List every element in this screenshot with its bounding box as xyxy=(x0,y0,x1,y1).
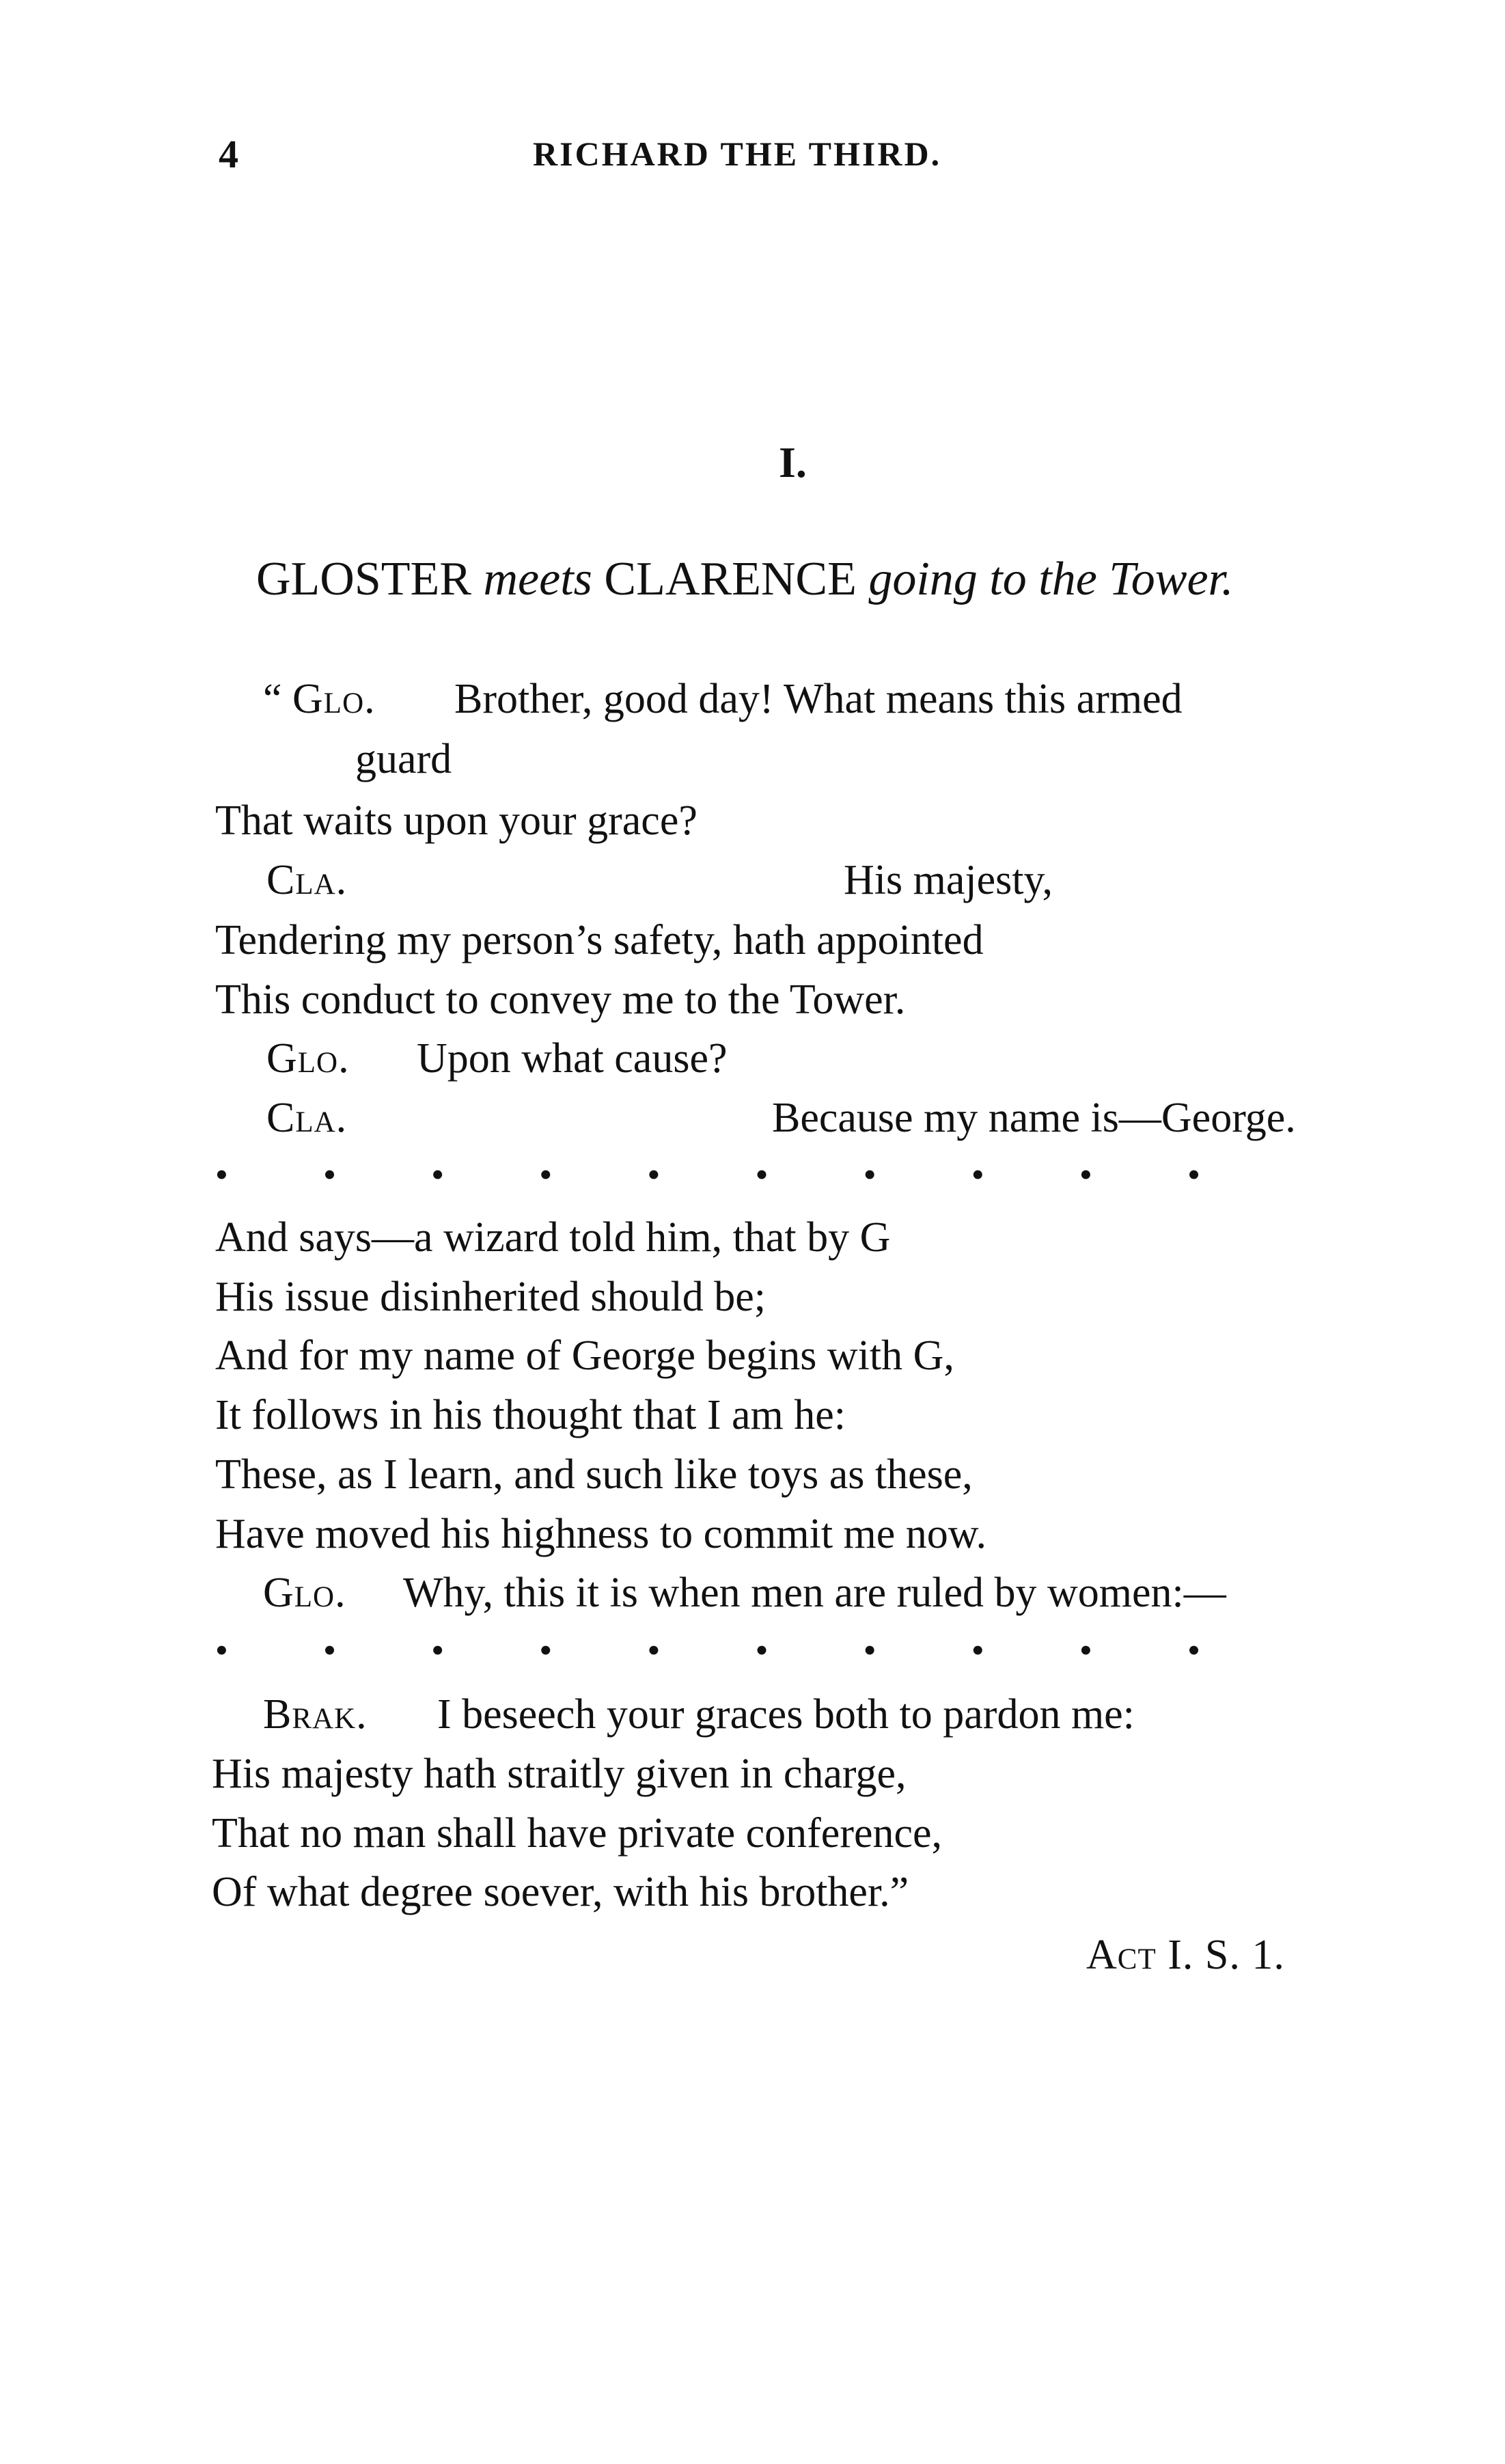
verse-line: It follows in his thought that I am he: xyxy=(215,1392,846,1438)
ellipsis-dot: • xyxy=(432,1157,444,1193)
ellipsis-dot: • xyxy=(648,1157,660,1193)
ellipsis-dot: • xyxy=(1080,1157,1092,1193)
section-heading xyxy=(256,552,1234,607)
section-number: I. xyxy=(779,438,807,487)
verse-line-text: Upon what cause? xyxy=(417,1035,728,1082)
speaker-brak: Brak. xyxy=(263,1691,368,1738)
page-number: 4 xyxy=(219,132,238,176)
verse-line: These, as I learn, and such like toys as these, xyxy=(215,1451,973,1498)
speaker-glo: Glo. xyxy=(263,1570,346,1616)
verse-line: Have moved his highness to commit me now. xyxy=(215,1511,987,1557)
ellipsis-dot: • xyxy=(324,1157,335,1193)
verse-line-text: Because my name is—George. xyxy=(772,1095,1296,1141)
running-head: RICHARD THE THIRD. xyxy=(533,135,942,173)
ellipsis-dot: • xyxy=(756,1632,768,1669)
ellipsis-dot: • xyxy=(971,1632,984,1669)
ellipsis-row xyxy=(216,1632,1200,1669)
ellipsis-dot: • xyxy=(864,1157,876,1193)
ellipsis-dot: • xyxy=(864,1632,876,1669)
ellipsis-row xyxy=(216,1156,1200,1194)
ellipsis-dot: • xyxy=(324,1632,335,1669)
verse-line xyxy=(263,678,376,720)
verse-line: This conduct to convey me to the Tower. xyxy=(215,976,906,1023)
verse-line-text: Why, this it is when men are ruled by women:— xyxy=(403,1570,1226,1616)
verse-line-text: I beseech your graces both to pardon me: xyxy=(437,1691,1135,1738)
verse-line-text: Brother, good day! What means this armed xyxy=(454,676,1183,722)
page-header xyxy=(219,131,1066,193)
act-reference-text: Act I. S. 1. xyxy=(1086,1932,1285,1978)
speaker-glo: Glo. xyxy=(292,676,376,722)
verse-line: And for my name of George begins with G, xyxy=(215,1332,954,1379)
verse-line: His issue disinherited should be; xyxy=(215,1274,766,1320)
ellipsis-dot: • xyxy=(1188,1632,1200,1669)
ellipsis-dot: • xyxy=(971,1157,984,1193)
speaker-glo: Glo. xyxy=(266,1035,350,1082)
ellipsis-dot: • xyxy=(1188,1157,1200,1193)
ellipsis-dot: • xyxy=(216,1632,227,1669)
act-reference xyxy=(1086,1931,1285,1980)
speaker-cla: Cla. xyxy=(266,1095,348,1141)
heading-going-to-tower: going to the Tower. xyxy=(868,553,1234,605)
speaker-cla: Cla. xyxy=(266,857,348,903)
verse-line: That waits upon your grace? xyxy=(215,797,698,844)
ellipsis-dot: • xyxy=(1080,1632,1092,1669)
ellipsis-dot: • xyxy=(432,1632,444,1669)
heading-meets: meets xyxy=(483,553,592,605)
ellipsis-dot: • xyxy=(540,1632,552,1669)
verse-line: His majesty hath straitly given in charge, xyxy=(212,1751,907,1797)
heading-clarence: CLARENCE xyxy=(604,553,857,605)
verse-line: guard xyxy=(355,736,452,782)
verse-line: Of what degree soever, with his brother.” xyxy=(212,1869,909,1915)
ellipsis-dot: • xyxy=(216,1157,227,1193)
verse-line: And says—a wizard told him, that by G xyxy=(215,1214,891,1261)
heading-gloster: GLOSTER xyxy=(256,553,471,605)
verse-line: Tendering my person’s safety, hath appointed xyxy=(215,917,984,963)
ellipsis-dot: • xyxy=(648,1632,660,1669)
verse-line: That no man shall have private conference, xyxy=(212,1810,943,1857)
ellipsis-dot: • xyxy=(756,1157,768,1193)
ellipsis-dot: • xyxy=(540,1157,552,1193)
open-quote: “ xyxy=(263,676,282,722)
verse-line-text: His majesty, xyxy=(844,857,1053,903)
